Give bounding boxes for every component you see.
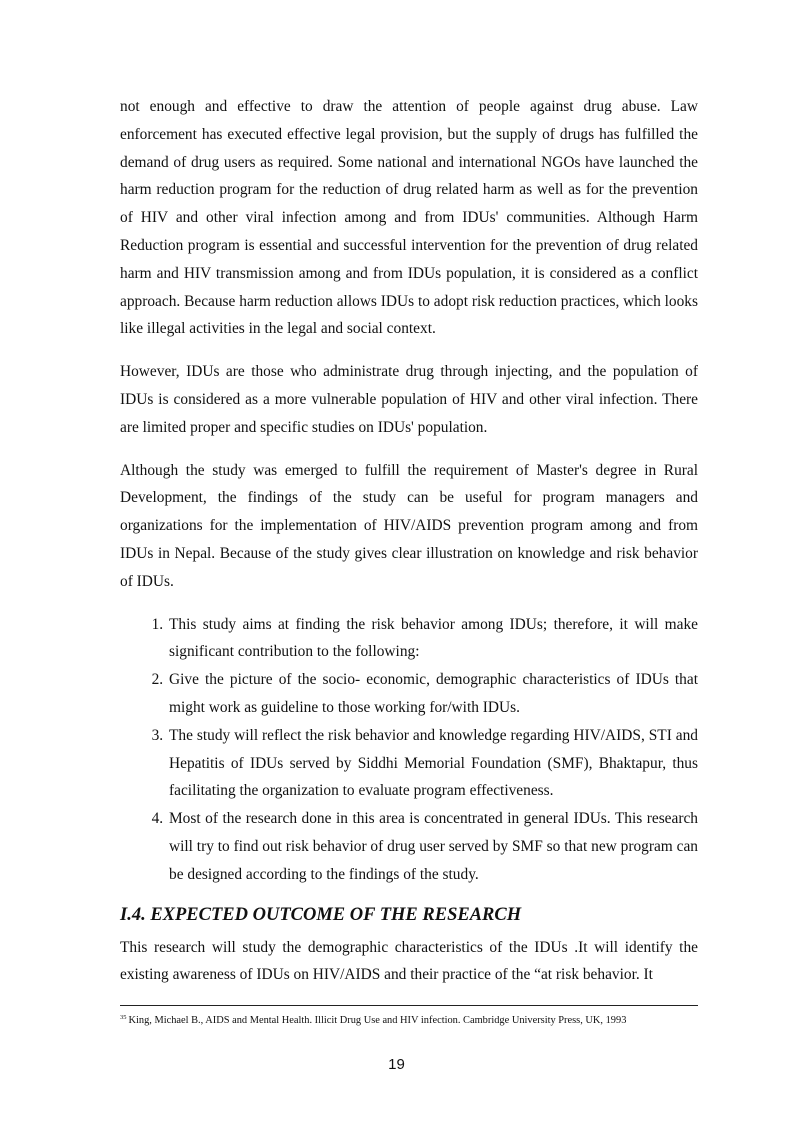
page-body [120, 93, 698, 1004]
list-item: 3. The study will reflect the risk behavior and knowledge regarding HIV/AIDS, STI and Hepatitis of IDUs served by Siddhi Memorial Foundation (SMF), Bhaktapur, thus facilitating the organization to evaluate program effectiveness. [167, 722, 698, 805]
page-number: 19 [388, 1056, 405, 1073]
section-heading: I.4. EXPECTED OUTCOME OF THE RESEARCH [120, 904, 522, 925]
body-paragraph: not enough and effective to draw the attention of people against drug abuse. Law enforcement has executed effective legal provision, but the supply of drugs has fulfilled the demand of drug users as required. Some national and international NGOs have launched the harm reduction program for the reduction of drug related harm as well as for the prevention of HIV and other viral infection among and from IDUs' communities. Although Harm Reduction program is essential and successful intervention for the prevention of drug related harm and HIV transmission among and from IDUs population, it is considered as a conflict approach. Because harm reduction allows IDUs to adopt risk reduction practices, which looks like illegal activities in the legal and social context. [120, 98, 698, 338]
body-paragraph: Although the study was emerged to fulfill the requirement of Master's degree in Rural Development, the findings of the study can be useful for program managers and organizations for the implementation of HIV/AIDS prevention program among and from IDUs in Nepal. Because of the study gives clear illustration on knowledge and risk behavior of IDUs. [120, 461, 698, 590]
body-paragraph: However, IDUs are those who administrate drug through injecting, and the population of IDUs is considered as a more vulnerable population of HIV and other viral infection. There are limited proper and specific studies on IDUs' population. [120, 363, 698, 436]
footnote-number: 35 [120, 1014, 127, 1021]
numbered-list [120, 611, 698, 889]
section-paragraph: This research will study the demographic characteristics of the IDUs .It will identify the existing awareness of IDUs on HIV/AIDS and their practice of the “at risk behavior. It [120, 938, 698, 984]
list-item: 2. Give the picture of the socio- economic, demographic characteristics of IDUs that might work as guideline to those working for/with IDUs. [167, 666, 698, 722]
footnote-text: King, Michael B., AIDS and Mental Health. Illicit Drug Use and HIV infection. Cambridge University Press, UK, 1993 [128, 1015, 627, 1026]
footnote-divider [120, 1005, 698, 1006]
footnote [120, 1011, 720, 1028]
list-item: 1. This study aims at finding the risk behavior among IDUs; therefore, it will make significant contribution to the following: [167, 611, 698, 667]
list-item: 4. Most of the research done in this area is concentrated in general IDUs. This research will try to find out risk behavior of drug user served by SMF so that new program can be designed according to the findings of the study. [167, 805, 698, 888]
